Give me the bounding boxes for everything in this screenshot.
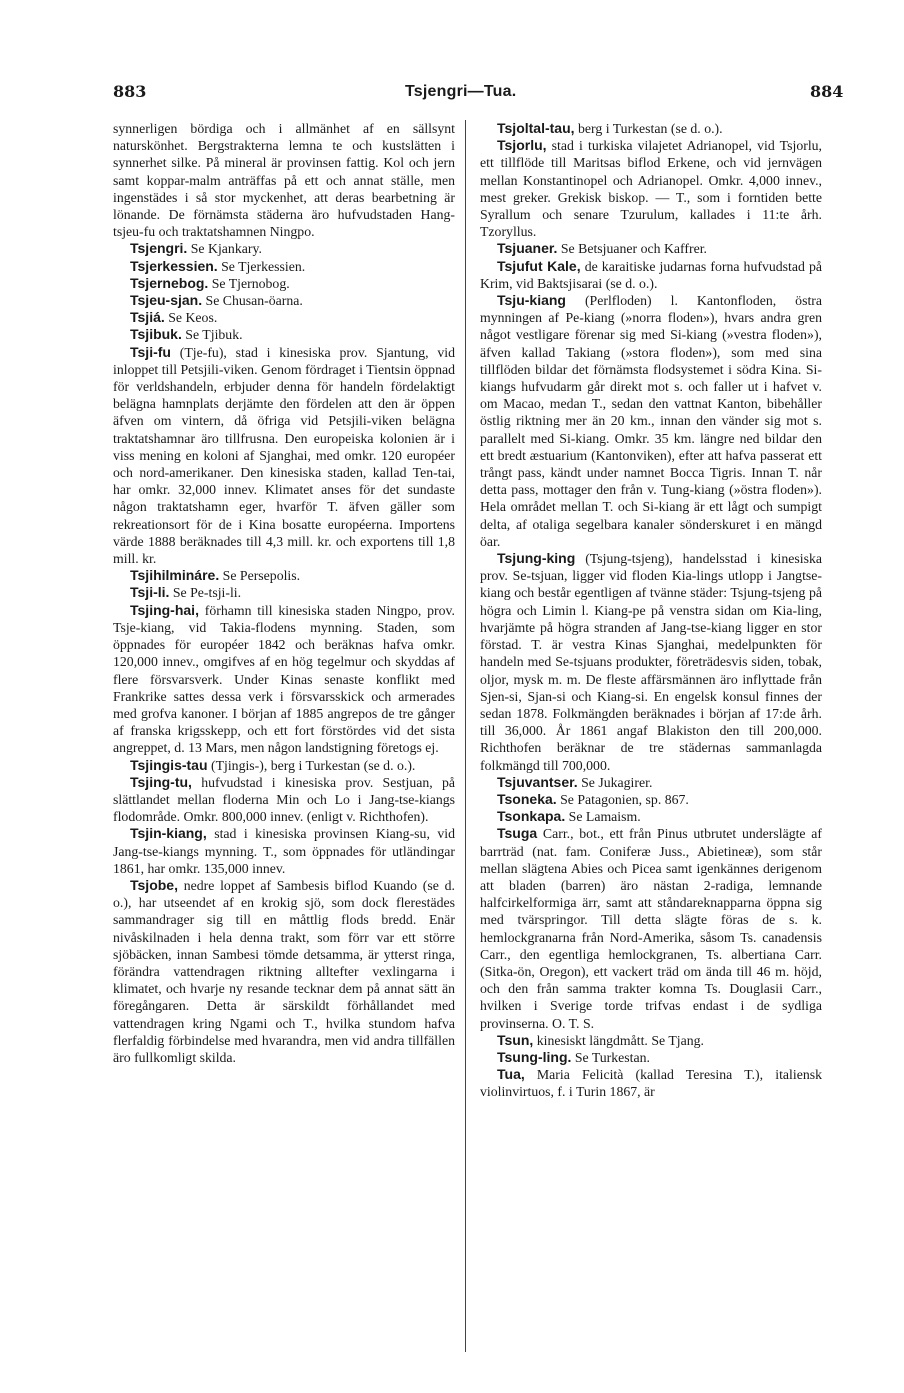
dictionary-entry (480, 120, 822, 137)
dictionary-entry (480, 1049, 822, 1066)
entry-headword: Tsjing-tu, (130, 773, 192, 790)
entry-text: stad i turkiska vilajetet Adrianopel, vid Tsjorlu, ett tillflöde till Maritsas biflod Erkene, och vid jernvägen mellan Konstantinopel och Adrianopel. Omkr. 4,000 innev., mest greker. Grekisk biskop. — T., som i forntiden bette Syrallum och senare Tzurulum, kallades i 11:te årh. Tzoryllus. (480, 138, 822, 240)
entry-headword: Tsjernebog. (130, 274, 209, 291)
entry-text: förhamn till kinesiska staden Ningpo, prov. Tsje-kiang, vid Takia-flodens mynning. Staden, som öppnades för européer 1842 och beräknas hafva omkr. 120,000 innev., omgifves af en hög tegelmur och skyddas af flere försvarsverk. Under Kinas senaste konflikt med Frankrike sattes dessa verk i försvarsskick och armerades med grofva kanoner. I början af 1885 angrepos de tre gånger af franska krigsskepp, och ett fort förstördes vid det sista angreppet, d. 13 Mars, men någon landstigning företogs ej. (113, 602, 455, 756)
entry-headword: Tsjengri. (130, 240, 188, 257)
entry-headword: Tsjung-king (497, 550, 576, 567)
entry-text: Maria Felicità (kallad Teresina T.), italiensk violinvirtuos, f. i Turin 1867, är (480, 1067, 822, 1100)
entry-text: synnerligen bördiga och i allmänhet af en sällsynt naturskönhet. Bergstrakterna lemna te och kustslätten i synnerhet silke. På mineral är provinsen fattig. Kol och jern samt koppar-malm anträffas på ett och annat ställe, men ingenstädes i så stor myckenhet, att deras bearbetning är lönande. De förnämsta städerna äro hufvudstaden Hang-tsjeu-fu och traktatshamnen Ningpo. (113, 121, 455, 240)
dictionary-entry (113, 567, 455, 584)
entry-headword: Tsju-kiang (497, 292, 566, 309)
entry-headword: Tsjoltal-tau, (497, 120, 575, 136)
entry-headword: Tsjiá. (130, 309, 165, 326)
entry-text: (Tjingis-), berg i Turkestan (se d. o.). (207, 757, 416, 773)
entry-headword: Tsjibuk. (130, 326, 182, 343)
entry-headword: Tsjeu-sjan. (130, 292, 203, 309)
dictionary-entry (113, 258, 455, 275)
entry-text: Se Pe-tsji-li. (169, 585, 242, 601)
entry-headword: Tsjorlu, (497, 137, 547, 154)
running-head-title: Tsjengri—Tua. (405, 83, 517, 100)
entry-text: hufvudstad i kinesiska prov. Sestjuan, på slättlandet mellan floderna Min och Lo i Jang-tse-kiangs flodområde. Omkr. 800,000 innev. (enligt v. Richthofen). (113, 774, 455, 825)
entry-text: Se Chusan-öarna. (202, 293, 303, 309)
entry-text: Se Patagonien, sp. 867. (556, 791, 689, 807)
dictionary-entry (113, 326, 455, 343)
entry-text: Se Kjankary. (187, 241, 262, 257)
entry-headword: Tsjingis-tau (130, 756, 208, 773)
right-column (480, 120, 822, 1101)
page-number-left: 883 (113, 82, 147, 101)
dictionary-entry (480, 258, 822, 292)
entry-text: Se Betsjuaner och Kaffrer. (557, 241, 707, 257)
dictionary-entry (480, 791, 822, 808)
entry-headword: Tsjerkessien. (130, 257, 218, 274)
entry-headword: Tsjihilmináre. (130, 567, 220, 584)
page-number-right: 884 (810, 82, 844, 101)
dictionary-entry (113, 877, 455, 1066)
entry-text: Se Tjerkessien. (217, 258, 306, 274)
entry-text: Se Persepolis. (219, 568, 301, 584)
entry-text: Se Turkestan. (571, 1049, 650, 1065)
dictionary-entry (113, 774, 455, 826)
dictionary-entry (480, 825, 822, 1031)
dictionary-entry (480, 808, 822, 825)
dictionary-entry (480, 137, 822, 240)
entry-headword: Tsjuvantser. (497, 773, 578, 790)
entry-headword: Tua, (497, 1066, 525, 1083)
entry-text: (Tsjung-tsjeng), handelsstad i kinesiska prov. Se-tsjuan, ligger vid floden Kia-lings utlopp i Jangtse-kiang och består egentligen af tvänne städer: Tsjung-tsjeng på högra och Limin l. Kiang-pe på venstra sidan om Kia-ling, hvarjämte på högra stranden af Jang-tse-kiang ligger en stor förstad. T. är vestra Kinas Sjanghai, medelpunkten för handeln med Se-tsjuans produkter, företrädesvis siden, tobak, oljor, mysk m. m. De fleste affärsmännen äro inflyttade från Sjen-si, Sjan-si och Kiang-si. En engelsk konsul finnes der sedan 1878. Folkmängden beräknades i början af 17:de årh. till 36,000. År 1861 angaf Blakiston den till 200,000. Richthofen beräknar de tre städernas sammanlagda folkmängd till 700,000. (480, 551, 822, 773)
entry-text: nedre loppet af Sambesis biflod Kuando (se d. o.), har utseendet af en krokig sjö, som dock flerestädes sammandrager sig till en måttlig flods bredd. Enär nivåskilnaden i hela denna trakt, som förr var ett större sjöbäcken, innan Sambesi tömde detsamma, är ytterst ringa, förändra vattendragen riktning alltefter vexlingarna i klimatet, och hvarje ny resande tecknar dem på annat sätt än föregångaren. Detta är särskildt förhållandet med vattendragen kring Ngami och T., hvilka stundom hafva flerfaldig förbindelse med hvarandra, men vid andra tillfällen äro fullkomligt skilda. (113, 877, 455, 1065)
entry-headword: Tsjobe, (130, 876, 178, 893)
entry-text: Se Tjibuk. (181, 327, 243, 343)
entry-text: Se Jukagirer. (577, 774, 653, 790)
dictionary-entry (480, 292, 822, 550)
entry-text: de karaitiske judarnas forna hufvudstad på Krim, vid Baktsjisarai (se d. o.). (480, 258, 822, 291)
entry-headword: Tsjin-kiang, (130, 825, 207, 842)
dictionary-entry (113, 240, 455, 257)
entry-text: berg i Turkestan (se d. o.). (574, 121, 723, 136)
dictionary-entry (480, 240, 822, 257)
dictionary-entry (113, 757, 455, 774)
entry-headword: Tsonkapa. (497, 808, 566, 825)
dictionary-entry (480, 1032, 822, 1049)
left-column (113, 120, 455, 1066)
dictionary-entry (113, 584, 455, 601)
entry-text: (Tje-fu), stad i kinesiska prov. Sjantung, vid inloppet till Petsjili-viken. Genom fördraget i Tientsin öppnad för verldshandeln, erbjuder denna för handeln fördelaktigt belägna hamnplats derjämte den fördelen att den är öppen äfven om vintern, då öfriga vid Petsjili-viken belägna traktatshamnar äro tillfrusna. Den europeiska kolonien är i viss mening en koloni af Sjanghai, med omkr. 120 européer och nord-amerikaner. Den kinesiska staden, kallad Ten-tai, har omkr. 32,000 innev. Klimatet anses för det sundaste någon traktatshamn eger, hvarför T. äfven gäller som rekreationsort för de i Kina bosatte européerna. Importens värde 1888 beräknades till 4,3 mill. kr. och exportens till 1,8 mill. kr. (113, 344, 455, 567)
entry-headword: Tsji-fu (130, 343, 171, 360)
entry-text: stad i kinesiska provinsen Kiang-su, vid Jang-tse-kiangs mynning. T., som öppnades för utländingar 1861, har omkr. 135,000 innev. (113, 826, 455, 876)
entry-text: Se Lamaism. (565, 809, 641, 825)
dictionary-entry (113, 602, 455, 757)
dictionary-entry (113, 275, 455, 292)
entry-text: Se Tjernobog. (208, 275, 290, 291)
entry-headword: Tsoneka. (497, 790, 557, 807)
dictionary-entry (113, 344, 455, 568)
entry-headword: Tsuga (497, 825, 538, 842)
entry-continuation (113, 120, 455, 240)
entry-headword: Tsjuaner. (497, 240, 558, 257)
dictionary-entry (113, 292, 455, 309)
column-divider (465, 120, 466, 1352)
dictionary-entry (480, 1066, 822, 1100)
entry-headword: Tsjing-hai, (130, 601, 199, 618)
dictionary-entry (113, 825, 455, 877)
entry-headword: Tsjufut Kale, (497, 257, 581, 274)
entry-text: Carr., bot., ett från Pinus utbrutet underslägte af barrträd (nat. fam. Coniferæ Juss., Abietineæ), som står mellan slägtena Abies och Picea samt igenkännes derigenom att bladen (barren) äro nästan 2-radiga, lemnande halfcirkelformiga ärr, samt att ståndareknapparna öppna sig med tvärspringor. Till detta slägte föras de s. k. hemlockgranarna från Nord-Amerika, såsom Ts. canadensis Carr., den egentliga hemlockgranen, Ts. albertiana Carr. (Sitka-ön, Oregon), ett vackert träd om ända till 46 m. höjd, och den från samma trakter komna Ts. Douglasii Carr., hvilken i Sverige torde trifvas endast i de sydliga provinserna. O. T. S. (480, 826, 822, 1031)
entry-headword: Tsung-ling. (497, 1048, 572, 1065)
entry-text: (Perlfloden) l. Kantonfloden, östra mynningen af Pe-kiang (»norra floden»), hvars andra gren något vestligare förenar sig med Si-kiang (»vestra floden»), äfven kallad Takiang (»stora floden»), som med sina tillflöden bildar det förnämsta flodsystemet i södra Kina. Si-kiangs hufvudarm går direkt mot s. och faller ut i hafvet v. om Macao, medan T., sedan den vattnat Kanton, bibehåller östlig riktning mer än 20 km., innan den vänder sig mot s. parallelt med Si-kiang. Omkr. 35 km. längre ned bildar den ett bredt æstuarium (Kantonviken), efter att hafva passerat ett trångt pass, kändt under namnet Bocca Tigris. Innan T. når detta pass, mottager den från v. Tung-kiang (»östra floden»). Hela området mellan T. och Si-kiang är ett lågt och sumpigt delta, af otaliga segelbara kanaler sönderskuret i en mängd öar. (480, 293, 822, 549)
dictionary-entry (113, 309, 455, 326)
dictionary-entry (480, 550, 822, 774)
entry-headword: Tsun, (497, 1031, 534, 1048)
entry-headword: Tsji-li. (130, 584, 170, 601)
dictionary-entry (480, 774, 822, 791)
entry-text: Se Keos. (164, 310, 218, 326)
entry-text: kinesiskt längdmått. Se Tjang. (533, 1032, 704, 1048)
